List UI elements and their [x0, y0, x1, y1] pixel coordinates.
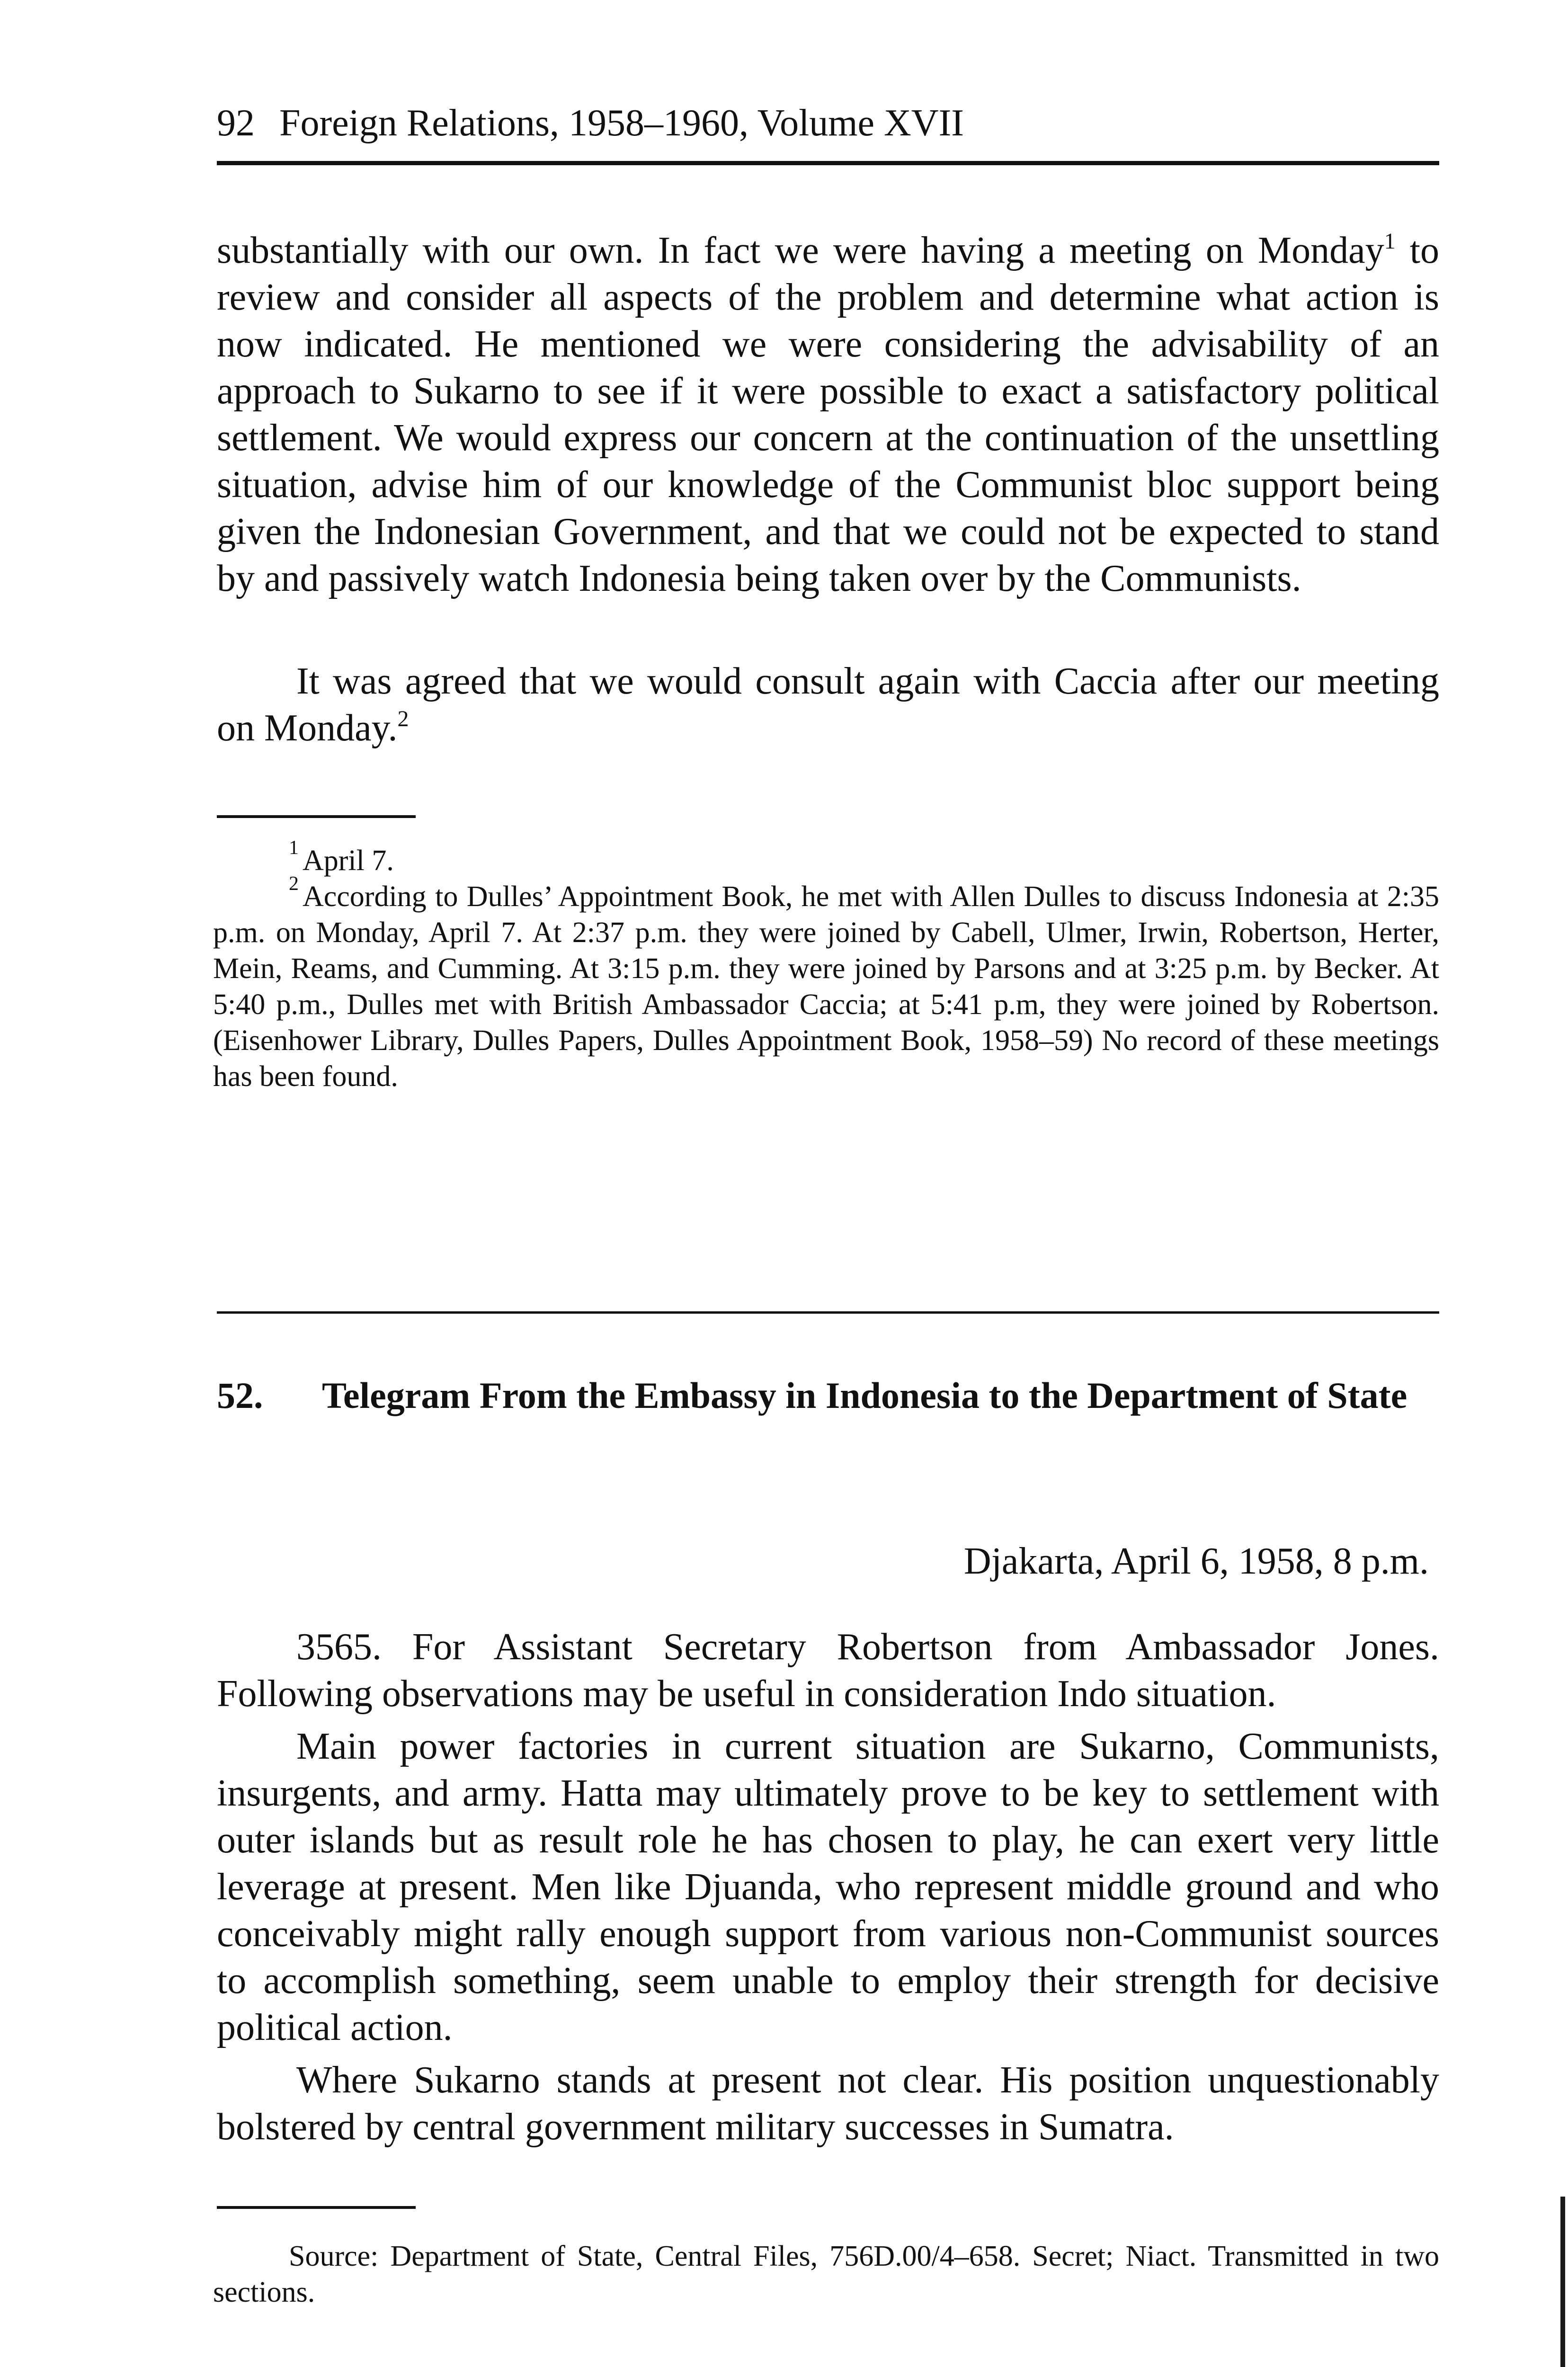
text-run: It was agreed that we would consult again with Caccia after our meeting on Monday. — [217, 660, 1439, 749]
document-number: 52. — [217, 1375, 263, 1416]
footnotes-top — [213, 837, 1439, 1095]
document-separator-rule — [217, 1311, 1439, 1314]
running-head — [217, 100, 1439, 146]
header-rule — [217, 161, 1439, 165]
document-heading — [217, 1373, 1439, 1418]
source-note-block — [213, 2238, 1439, 2310]
page-edge-shadow — [1560, 2197, 1565, 2367]
footnote-text: According to Dulles’ Appointment Book, he met with Allen Dulles to discuss Indonesia at 2:35 p.m. on Monday, April 7. At 2:37 p.m. they were joined by Cabell, Ulmer, Irwin, Robertson, Herter, Mein, Reams, and Cumming. At 3:15 p.m. they were joined by Parsons and at 3:25 p.m. by Becker. At 5:40 p.m., Dulles met with British Ambassador Caccia; at 5:41 p.m, they were joined by Robertson. (Eisenhower Library, Dulles Papers, Dulles Appointment Book, 1958–59) No record of these meetings has been found. — [213, 881, 1439, 1093]
footnote-mark: 1 — [289, 837, 299, 859]
footnote-ref-1: 1 — [1384, 229, 1396, 254]
footnote-ref-2: 2 — [397, 706, 409, 731]
book-title: Foreign Relations, 1958–1960, Volume XVII — [279, 102, 964, 144]
text-run: to review and consider all aspects of the problem and determine what action is now indicated. He mentioned we were considering the advisability of an approach to Sukarno to see if it were possible to exact a satisfactory political settlement. We would express our concern at the continuation of the unsettling situation, advise him of our knowledge of the Communist bloc support being given the Indonesian Government, and that we could not be expected to stand by and passively watch Indonesia being taken over by the Communists. — [217, 230, 1439, 599]
footnote-2 — [213, 873, 1439, 1095]
document-paragraph-2: Main power factories in current situation are Sukarno, Communists, insurgents, and army. Hatta may ultimately prove to be key to settlement with outer islands but as result role he has chosen to play, he can exert very little leverage at present. Men like Djuanda, who represent middle ground and who conceivably might rally enough support from various non-Communist sources to accomplish something, seem unable to employ their strength for decisive political action. — [217, 1726, 1439, 2048]
dateline: Djakarta, April 6, 1958, 8 p.m. — [963, 1540, 1429, 1582]
footnote-1 — [213, 837, 1439, 879]
footnote-text: April 7. — [303, 845, 394, 877]
document-paragraph-1: 3565. For Assistant Secretary Robertson from Ambassador Jones. Following observations may be useful in consideration Indo situation. — [217, 1626, 1439, 1715]
document-paragraph-3: Where Sukarno stands at present not clear. His position unquestionably bolstered by central government military successes in Sumatra. — [217, 2059, 1439, 2148]
page-number: 92 — [217, 102, 255, 144]
text-run: substantially with our own. In fact we were having a meeting on Monday — [217, 230, 1384, 271]
source-note: Source: Department of State, Central Files, 756D.00/4–658. Secret; Niact. Transmitted in two sections. — [213, 2240, 1439, 2308]
continuation-paragraph-1 — [217, 227, 1439, 602]
footnote-separator — [217, 815, 416, 818]
source-separator — [217, 2206, 416, 2209]
footnote-mark: 2 — [289, 873, 299, 895]
document-title: Telegram From the Embassy in Indonesia to the Department of State — [322, 1375, 1408, 1416]
continuation-paragraph-2 — [217, 658, 1439, 752]
